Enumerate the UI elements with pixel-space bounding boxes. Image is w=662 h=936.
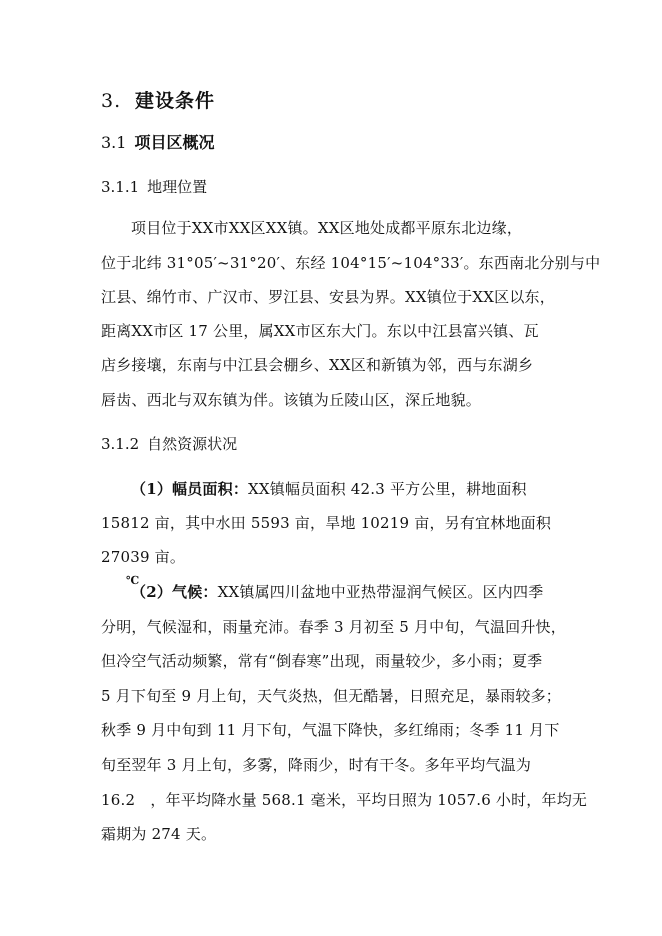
climate-line: 旬至翌年 3 月上旬，多雾，降雨少，时有干冬。多年平均气温为	[101, 756, 532, 774]
geo-line: 位于北纬 31°05′~31°20′、东经 104°15′~104°33′。东西南北分别与中	[101, 254, 601, 272]
geo-line: 店乡接壤，东南与中江县会棚乡、XX区和新镇为邻，西与东湖乡	[101, 356, 534, 374]
climate-line: 分明，气候湿和，雨量充沛。春季 3 月初至 5 月中旬，气温回升快，	[101, 618, 566, 636]
climate-line	[131, 581, 543, 602]
area-line: 15812 亩，其中水田 5593 亩，旱地 10219 亩，另有宜林地面积	[101, 514, 552, 532]
climate-line: 5 月下旬至 9 月上旬，天气炎热，但无酷暑，日照充足，暴雨较多；	[101, 687, 561, 705]
climate-line: 但冷空气活动频繁，常有“倒春寒”出现，雨量较少，多小雨；夏季	[101, 652, 543, 670]
geo-title: 地理位置	[147, 178, 208, 196]
section-number: 3.	[101, 90, 122, 112]
area-line	[131, 478, 527, 499]
resources-heading	[101, 433, 237, 454]
subsection-title: 项目区概况	[134, 133, 215, 152]
climate-line: 霜期为 274 天。	[101, 825, 217, 843]
section-heading	[101, 86, 215, 113]
geo-line: 江县、绵竹市、广汉市、罗江县、安县为界。XX镇位于XX区以东，	[101, 288, 555, 306]
celsius-symbol: ℃	[126, 574, 140, 587]
geo-line: 唇齿、西北与双东镇为伴。该镇为丘陵山区，深丘地貌。	[101, 391, 482, 409]
climate-line: 秋季 9 月中旬到 11 月下旬，气温下降快，多红绵雨；冬季 11 月下	[101, 721, 560, 739]
area-label: （1）幅员面积：	[131, 480, 249, 498]
resources-title: 自然资源状况	[147, 435, 238, 453]
geo-number: 3.1.1	[101, 178, 140, 196]
area-text: XX镇幅员面积 42.3 平方公里，耕地面积	[248, 480, 527, 498]
section-title: 建设条件	[135, 90, 216, 112]
climate-line: 16.2 ，年平均降水量 568.1 毫米，平均日照为 1057.6 小时，年均无	[101, 791, 588, 809]
climate-text: XX镇属四川盆地中亚热带湿润气候区。区内四季	[217, 583, 544, 601]
resources-number: 3.1.2	[101, 435, 140, 453]
geo-line: 项目位于XX市XX区XX镇。XX区地处成都平原东北边缘，	[131, 219, 523, 237]
area-line: 27039 亩。	[101, 548, 186, 566]
geo-heading	[101, 176, 207, 197]
subsection-number: 3.1	[101, 133, 127, 152]
subsection-heading	[101, 130, 214, 153]
geo-line: 距离XX市区 17 公里，属XX市区东大门。东以中江县富兴镇、瓦	[101, 322, 539, 340]
climate-label: （2）气候：	[131, 583, 218, 601]
